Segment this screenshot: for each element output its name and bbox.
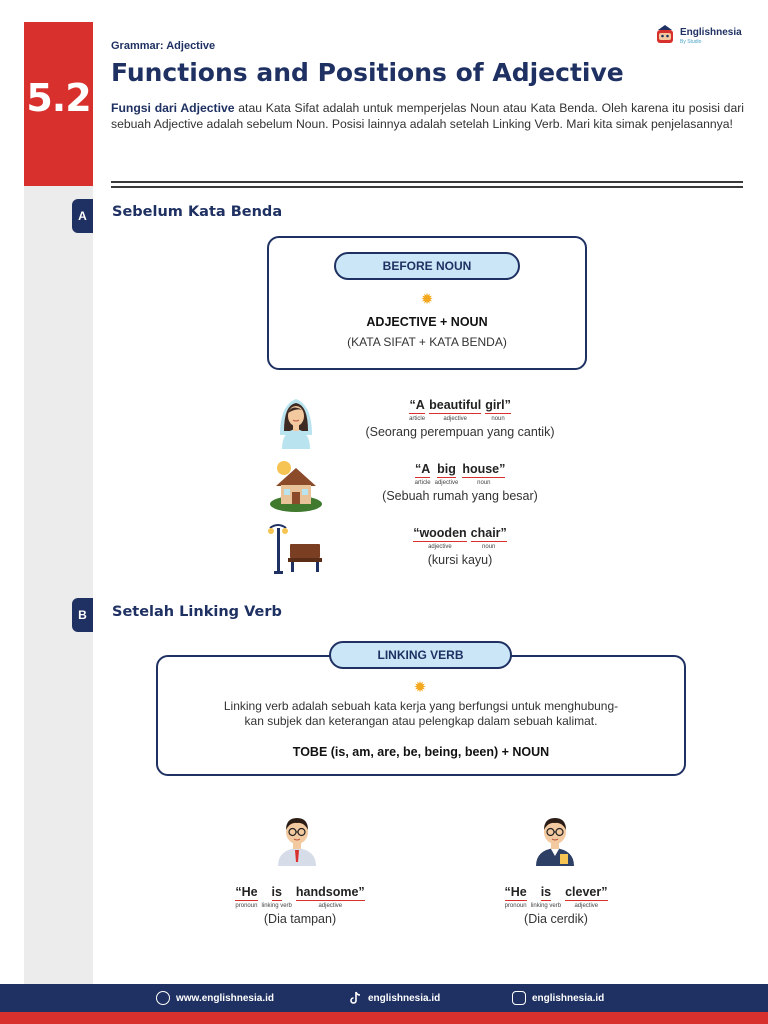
section-b-title: Setelah Linking Verb (112, 604, 282, 620)
word-label: adjective (574, 903, 599, 909)
word-text: is (540, 885, 552, 899)
star-icon: ✹ (413, 679, 427, 696)
word (296, 885, 365, 909)
logo-name: Englishnesia (680, 27, 742, 38)
word-text: “He (235, 885, 258, 899)
linking-verb-definition: Linking verb adalah sebuah kata kerja yang berfungsi untuk menghubung- kan subjek dan keterangan atau pelengkap dalam sebuah kalimat. (223, 699, 619, 728)
word (262, 885, 292, 909)
student-icon (532, 812, 578, 866)
intro-bold: Fungsi dari Adjective (111, 101, 235, 115)
woman-icon (274, 391, 318, 449)
word-text: house” (462, 462, 506, 476)
logo-sub: By Studio (680, 39, 702, 45)
example-a3 (320, 526, 600, 567)
word-label: adjective (428, 544, 452, 550)
word (565, 885, 607, 909)
word-text: “A (414, 462, 431, 476)
logo[interactable] (652, 22, 752, 48)
boy-icon (274, 812, 320, 866)
footer-instagram: englishnesia.id (532, 992, 605, 1004)
translation: (Seorang perempuan yang cantik) (365, 425, 555, 439)
side-strip (24, 186, 93, 984)
footer-stripe (0, 1012, 768, 1024)
example-b1 (180, 885, 420, 926)
house-icon (268, 458, 324, 514)
word-label: pronoun (504, 903, 527, 909)
word-text: “wooden (413, 526, 467, 540)
footer-website: www.englishnesia.id (176, 992, 274, 1004)
section-number: 5.2 (26, 76, 91, 120)
linking-verb-formula: TOBE (is, am, are, be, being, been) + NOUN (292, 745, 550, 759)
footer-tiktok-link[interactable] (348, 990, 440, 1006)
divider-line (111, 186, 743, 188)
word (485, 398, 511, 422)
word-label: article (409, 416, 426, 422)
word-label: adjective (318, 903, 343, 909)
section-b-tab: B (72, 598, 93, 632)
word (429, 398, 481, 422)
globe-icon (156, 991, 170, 1005)
word-label: noun (491, 416, 505, 422)
word (531, 885, 561, 909)
example-b2 (436, 885, 676, 926)
word-label: article (414, 480, 431, 486)
word-text: chair” (470, 526, 507, 540)
word-text: clever” (565, 885, 608, 899)
kicker: Grammar: Adjective (111, 40, 216, 52)
formula-translation: (KATA SIFAT + KATA BENDA) (347, 335, 507, 349)
before-noun-pill: BEFORE NOUN (334, 252, 520, 280)
word-text: handsome” (295, 885, 365, 899)
translation: (Sebuah rumah yang besar) (382, 489, 538, 503)
word-label: adjective (443, 416, 467, 422)
footer-instagram-link[interactable] (512, 990, 604, 1006)
section-a-tab: A (72, 199, 93, 233)
intro-paragraph (111, 100, 744, 132)
page-title: Functions and Positions of Adjective (111, 58, 624, 87)
tiktok-icon (348, 991, 362, 1005)
footer-tiktok: englishnesia.id (368, 992, 441, 1004)
word-text: girl” (485, 398, 511, 412)
word (413, 526, 466, 550)
divider-line (111, 181, 743, 183)
word (415, 462, 431, 486)
example-a2 (320, 462, 600, 503)
word-label: noun (482, 544, 496, 550)
instagram-icon (512, 991, 526, 1005)
word-label: linking verb (530, 903, 562, 909)
word-label: linking verb (261, 903, 292, 909)
translation: (Dia tampan) (263, 912, 337, 926)
translation: (kursi kayu) (427, 553, 493, 567)
word-label: noun (477, 480, 491, 486)
word (235, 885, 257, 909)
word-label: adjective (434, 480, 459, 486)
word (409, 398, 425, 422)
word (462, 462, 505, 486)
word (471, 526, 507, 550)
word-text: big (437, 462, 456, 476)
intro-text: atau Kata Sifat adalah untuk memperjelas Noun atau Kata Benda. Oleh karena itu posisi dari sebuah Adjective adalah sebelum Noun. Posisi lainnya adalah setelah Linking Verb. Mari kita simak penjelasannya! (111, 101, 744, 131)
logo-mark-icon (654, 24, 676, 46)
word (505, 885, 527, 909)
word (435, 462, 459, 486)
linking-verb-pill: LINKING VERB (329, 641, 512, 669)
footer-website-link[interactable] (156, 990, 274, 1006)
word-text: is (271, 885, 282, 899)
section-a-title: Sebelum Kata Benda (112, 204, 283, 220)
word-text: “A (409, 398, 425, 412)
word-text: beautiful (429, 398, 482, 412)
word-label: pronoun (235, 903, 258, 909)
example-a1 (320, 398, 600, 439)
formula: ADJECTIVE + NOUN (366, 315, 488, 329)
word-text: “He (504, 885, 527, 899)
bench-icon (266, 520, 324, 576)
star-icon: ✹ (420, 291, 434, 308)
translation: (Dia cerdik) (524, 912, 588, 926)
